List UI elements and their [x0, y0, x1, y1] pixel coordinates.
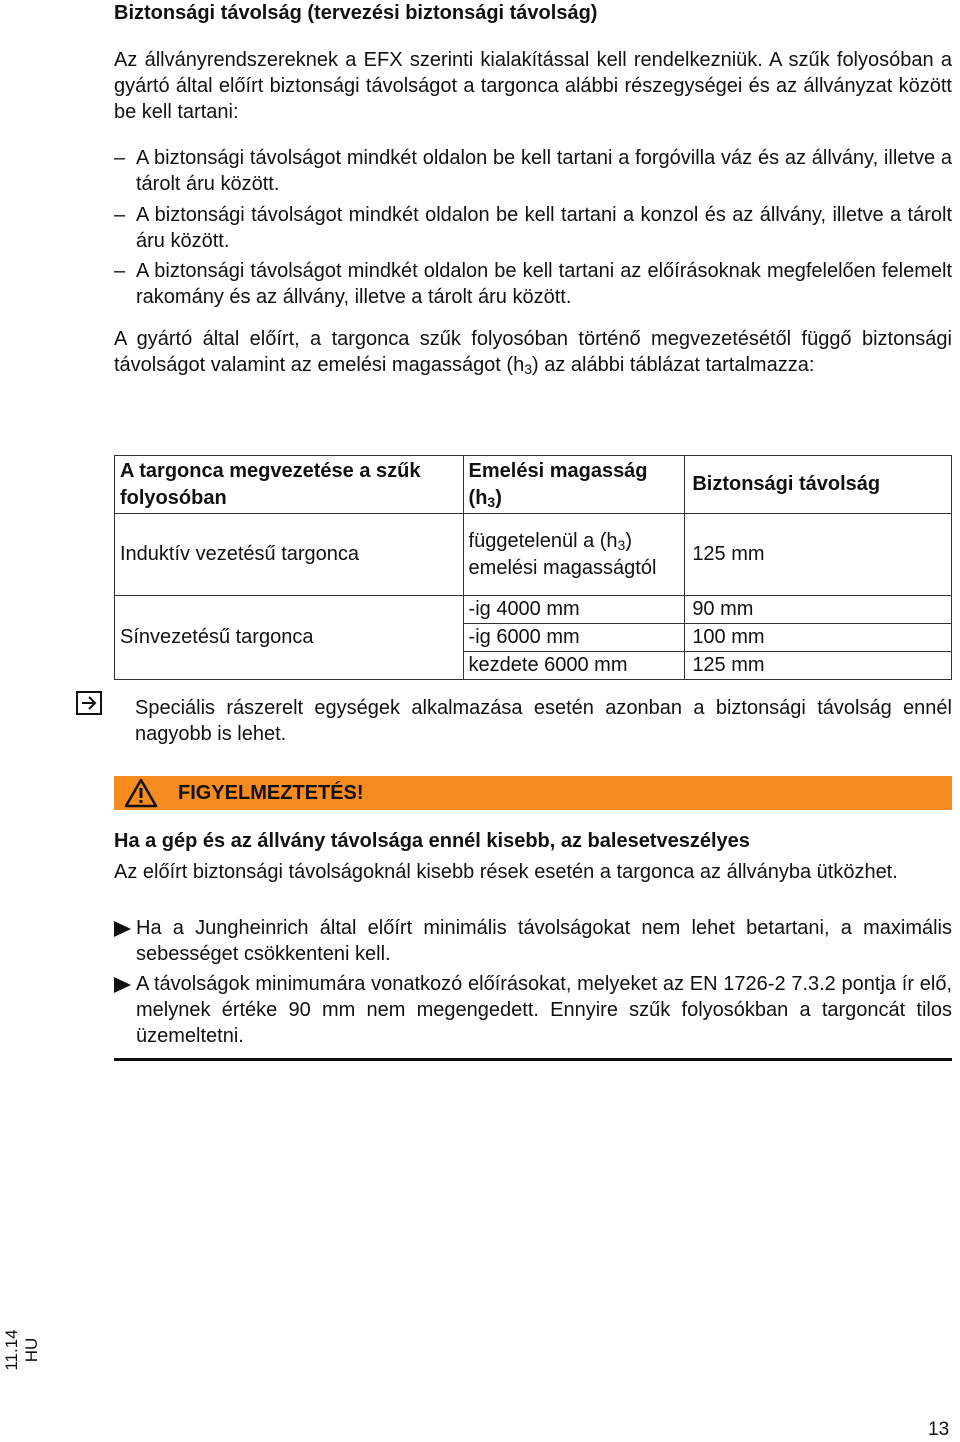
cell-lift-height: -ig 6000 mm	[463, 624, 685, 652]
header-text: Emelési magasság (h	[468, 459, 648, 509]
section-heading: Biztonsági távolság (tervezési biztonsági távolság)	[114, 2, 598, 24]
subscript: 3	[617, 536, 626, 553]
table-row	[115, 514, 952, 596]
table-intro-paragraph	[114, 326, 952, 378]
table-header-row	[115, 456, 952, 514]
table-row	[115, 596, 952, 624]
bullet-item	[114, 258, 952, 310]
document-version-label: 11.14 HU	[2, 1329, 41, 1371]
action-text: A távolságok minimumára vonatkozó előírásokat, melyeket az EN 1726-2 7.3.2 pontja ír elő, melynek értéke 90 mm nem megengedett. Ennyire szűk folyosókban a targoncát tilos üzemeltetni.	[136, 973, 952, 1047]
action-arrow-icon	[114, 921, 131, 937]
bullet-text: A biztonsági távolságot mindkét oldalon be kell tartani a konzol és az állvány, illetve a tárolt áru között.	[136, 204, 952, 252]
section-divider	[114, 1058, 952, 1061]
warning-banner	[114, 776, 952, 810]
page-number: 13	[928, 1419, 950, 1440]
action-item	[114, 915, 952, 967]
header-safety-distance: Biztonsági távolság	[685, 456, 952, 514]
intro-paragraph: Az állványrendszereknek a EFX szerinti kialakítással kell rendelkezniük. A szűk folyosóban a gyártó által előírt biztonsági távolságot a targonca alábbi részegységei és az állványzat között be kell tartani:	[114, 49, 952, 123]
bullet-text: A biztonsági távolságot mindkét oldalon be kell tartani az előírásoknak megfelelően felemelt rakomány és az állvány, illetve a tárolt áru között.	[136, 260, 952, 308]
cell-text: ) emelési magasságtól	[468, 529, 657, 579]
header-guidance: A targonca megvezetése a szűk folyosóban	[115, 456, 464, 514]
safety-distance-table	[114, 455, 952, 680]
warning-title: Ha a gép és az állvány távolsága ennél kisebb, az balesetveszélyes	[114, 830, 750, 852]
header-text: )	[495, 486, 502, 509]
header-lift-height	[463, 456, 685, 514]
arrow-right-box-icon	[76, 691, 102, 715]
cell-text: függetelenül a (h	[468, 529, 618, 552]
bullet-dash: –	[114, 260, 126, 282]
warning-triangle-icon	[124, 778, 158, 808]
action-text: Ha a Jungheinrich által előírt minimális távolságokat nem lehet betartani, a maximális sebességet csökkenteni kell.	[136, 917, 952, 965]
cell-guidance-type: Sínvezetésű targonca	[115, 596, 464, 680]
cell-lift-height: -ig 4000 mm	[463, 596, 685, 624]
cell-distance: 125 mm	[685, 514, 952, 596]
warning-label: FIGYELMEZTETÉS!	[178, 781, 364, 804]
warning-text: Az előírt biztonsági távolságoknál kisebb rések esetén a targonca az állványba ütközhet.	[114, 861, 898, 883]
para-text: A gyártó által előírt, a targonca szűk folyosóban történő megvezetésétől függő biztonsági távolságot valamint az emelési magasságot (h	[114, 328, 952, 376]
para-text: ) az alábbi táblázat tartalmazza:	[532, 354, 815, 376]
bullet-dash: –	[114, 204, 126, 226]
cell-distance: 100 mm	[685, 624, 952, 652]
subscript: 3	[487, 493, 496, 510]
note-paragraph: Speciális rászerelt egységek alkalmazása esetén azonban a biztonsági távolság ennél nagyobb is lehet.	[135, 697, 952, 745]
cell-distance: 90 mm	[685, 596, 952, 624]
cell-guidance-type: Induktív vezetésű targonca	[115, 514, 464, 596]
subscript: 3	[524, 361, 533, 377]
cell-distance: 125 mm	[685, 652, 952, 680]
bullet-item	[114, 202, 952, 254]
action-item	[114, 971, 952, 1049]
cell-lift-height: kezdete 6000 mm	[463, 652, 685, 680]
action-arrow-icon	[114, 977, 131, 993]
cell-lift-height	[463, 514, 685, 596]
bullet-dash: –	[114, 147, 126, 169]
bullet-text: A biztonsági távolságot mindkét oldalon be kell tartani a forgóvilla váz és az állvány, illetve a tárolt áru között.	[136, 147, 952, 195]
bullet-item	[114, 145, 952, 197]
